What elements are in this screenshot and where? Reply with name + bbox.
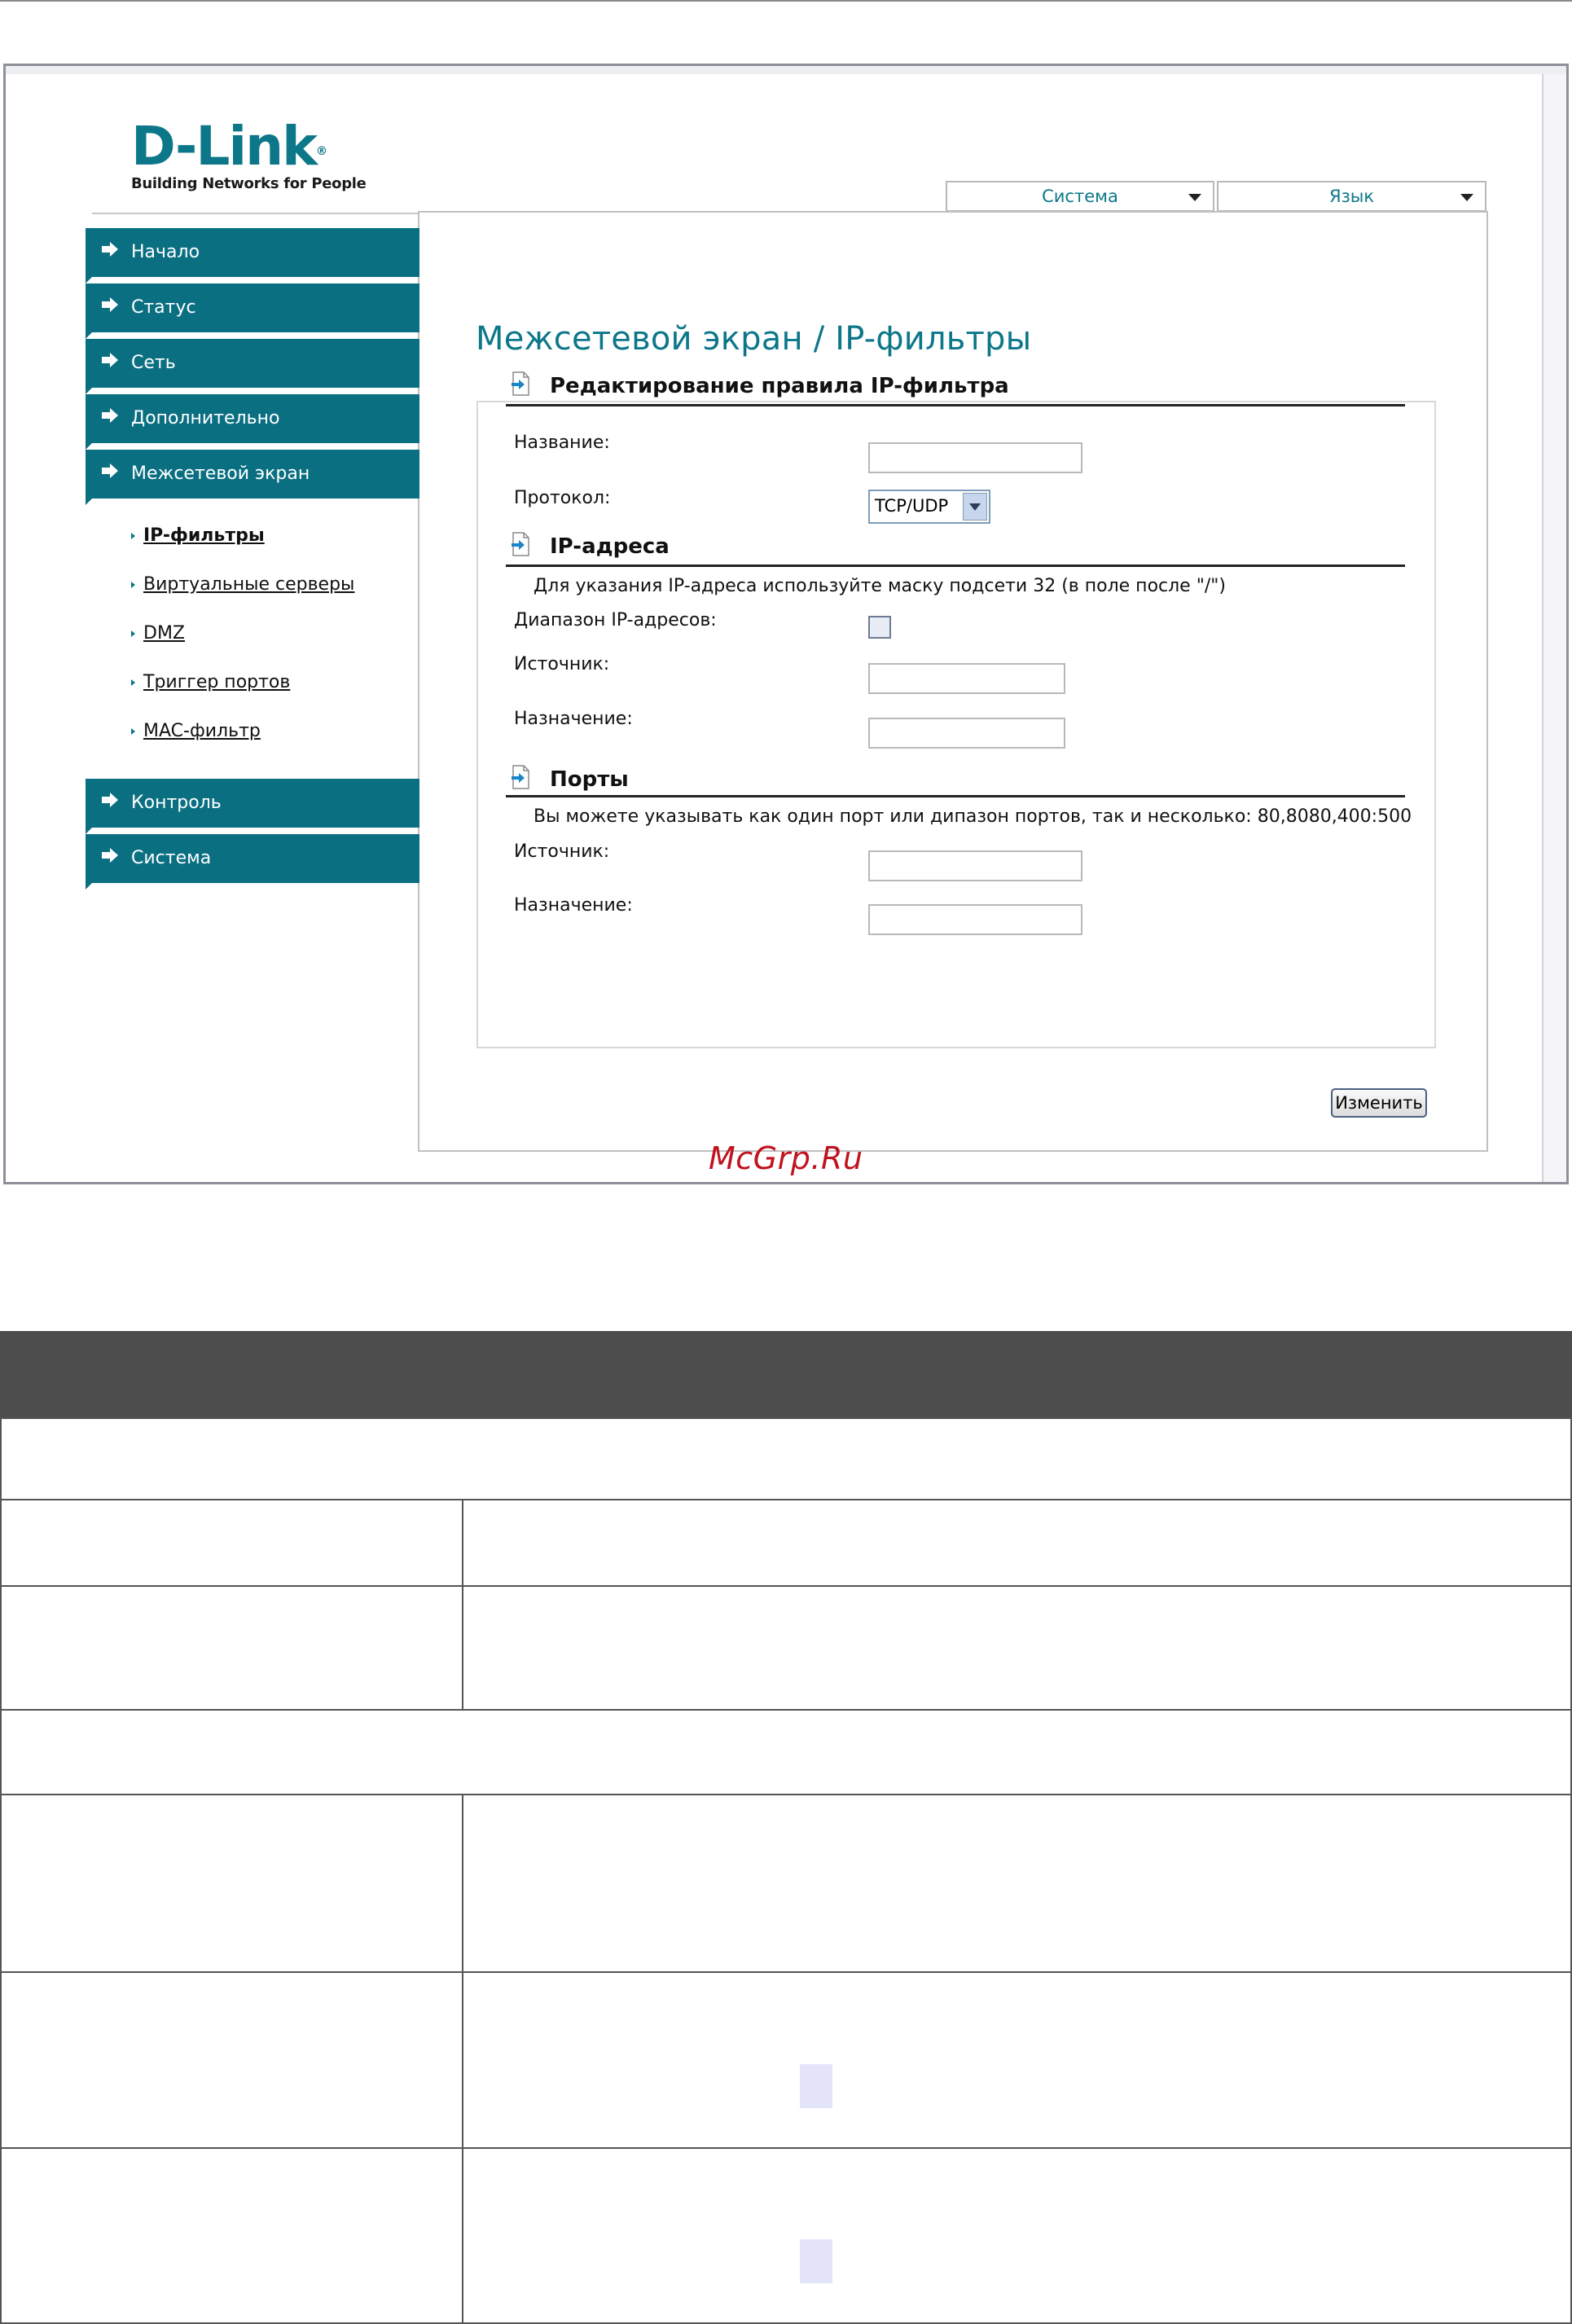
table-row-divider (0, 1417, 1572, 1419)
top-rule (0, 0, 1572, 2)
sub-item-label: MAC-фильтр (143, 721, 261, 741)
arrow-right-icon (102, 301, 110, 308)
table-row-divider (0, 1709, 1572, 1711)
sidebar-top-rule (92, 213, 418, 214)
change-button[interactable]: Изменить (1331, 1088, 1427, 1118)
nav-item-label: Статус (131, 297, 196, 318)
table-row-divider (0, 1585, 1572, 1587)
nav-item-system[interactable] (86, 834, 419, 883)
bullet-icon (131, 582, 135, 588)
nav-item-label: Начало (131, 242, 200, 262)
nav-item-label: Сеть (131, 353, 176, 373)
language-menu-dropdown[interactable] (1217, 181, 1486, 212)
table-column-divider (462, 1794, 463, 2324)
port-destination-field[interactable] (868, 904, 1082, 935)
sub-item-virtual-servers[interactable] (131, 574, 354, 595)
language-menu-label: Язык (1328, 187, 1375, 206)
sub-item-label: Виртуальные серверы (143, 574, 355, 595)
browser-top-strip (6, 66, 1566, 74)
name-field-label: Название: (514, 433, 610, 453)
chevron-down-icon (1188, 194, 1201, 201)
ip-source-field[interactable] (868, 663, 1065, 694)
protocol-field-label: Протокол: (514, 488, 611, 508)
arrow-right-icon (102, 468, 110, 474)
nav-item-network[interactable] (86, 339, 419, 388)
sub-item-label: Триггер портов (143, 672, 291, 692)
ports-hint-text: Вы можете указывать как один порт или дипазон портов, так и несколько: 80,8080,400:500 (534, 806, 1412, 827)
arrow-right-icon (102, 246, 110, 253)
bullet-icon (131, 728, 135, 735)
watermark: McGrp.Ru (709, 1140, 863, 1176)
section-divider (506, 795, 1405, 797)
table-border-left (0, 1417, 2, 2324)
nav-item-status[interactable] (86, 283, 419, 332)
bullet-icon (131, 533, 135, 539)
protocol-selected-value: TCP/UDP (875, 496, 949, 516)
port-source-field[interactable] (868, 850, 1082, 881)
table-row-divider (0, 1794, 1572, 1795)
table-row-divider (0, 1971, 1572, 1973)
arrow-right-icon (102, 412, 110, 419)
ip-source-label: Источник: (514, 654, 610, 674)
bullet-icon (131, 679, 135, 686)
ip-hint-text: Для указания IP-адреса используйте маску подсети 32 (в поле после "/") (534, 576, 1226, 596)
highlight-marker (800, 2239, 832, 2283)
sub-item-dmz[interactable] (131, 623, 185, 644)
section-title-rule: Редактирование правила IP-фильтра (550, 374, 1009, 398)
sub-item-ip-filters[interactable] (131, 525, 265, 546)
sub-item-port-trigger[interactable] (131, 672, 290, 692)
nav-item-home[interactable] (86, 228, 419, 277)
name-field[interactable] (868, 442, 1082, 473)
parameter-table (0, 1331, 1572, 2324)
bullet-icon (131, 630, 135, 637)
table-column-divider (462, 1499, 463, 1709)
section-divider (506, 404, 1405, 406)
port-destination-label: Назначение: (514, 895, 633, 916)
system-menu-label: Система (1042, 187, 1118, 206)
table-row-divider (0, 1499, 1572, 1500)
table-header (0, 1331, 1572, 1417)
document-arrow-icon (511, 764, 530, 790)
arrow-right-icon (102, 852, 110, 859)
section-divider (506, 565, 1405, 567)
protocol-select[interactable] (868, 490, 990, 524)
sub-item-label: IP-фильтры (143, 525, 265, 546)
system-menu-dropdown[interactable] (946, 181, 1214, 212)
nav-item-label: Межсетевой экран (131, 463, 310, 484)
nav-item-advanced[interactable] (86, 394, 419, 443)
nav-item-label: Контроль (131, 793, 222, 813)
chevron-down-icon (963, 493, 987, 521)
nav-item-firewall[interactable] (86, 450, 419, 499)
port-source-label: Источник: (514, 841, 610, 862)
page-title: Межсетевой экран / IP-фильтры (476, 320, 1032, 358)
table-row-divider (0, 2147, 1572, 2149)
ip-range-checkbox[interactable] (868, 616, 891, 639)
arrow-right-icon (102, 357, 110, 363)
ip-destination-field[interactable] (868, 718, 1065, 749)
nav-item-label: Система (131, 848, 212, 868)
router-web-ui-screenshot (3, 64, 1569, 1184)
scrollbar[interactable] (1542, 74, 1566, 1182)
chevron-down-icon (1460, 194, 1473, 201)
nav-item-label: Дополнительно (131, 408, 280, 428)
section-title-ports: Порты (550, 767, 629, 792)
highlight-marker (800, 2064, 832, 2108)
document-arrow-icon (511, 371, 530, 397)
arrow-right-icon (102, 797, 110, 803)
dlink-logo: D-Link® Building Networks for People (131, 115, 367, 192)
nav-item-control[interactable] (86, 779, 419, 828)
logo-wordmark: D-Link (131, 115, 316, 178)
sub-item-mac-filter[interactable] (131, 721, 261, 741)
document-arrow-icon (511, 531, 530, 557)
logo-tagline: Building Networks for People (131, 175, 367, 192)
ip-destination-label: Назначение: (514, 709, 633, 729)
ip-range-label: Диапазон IP-адресов: (514, 610, 717, 630)
sub-item-label: DMZ (143, 623, 185, 644)
section-title-ip: IP-адреса (550, 534, 670, 559)
